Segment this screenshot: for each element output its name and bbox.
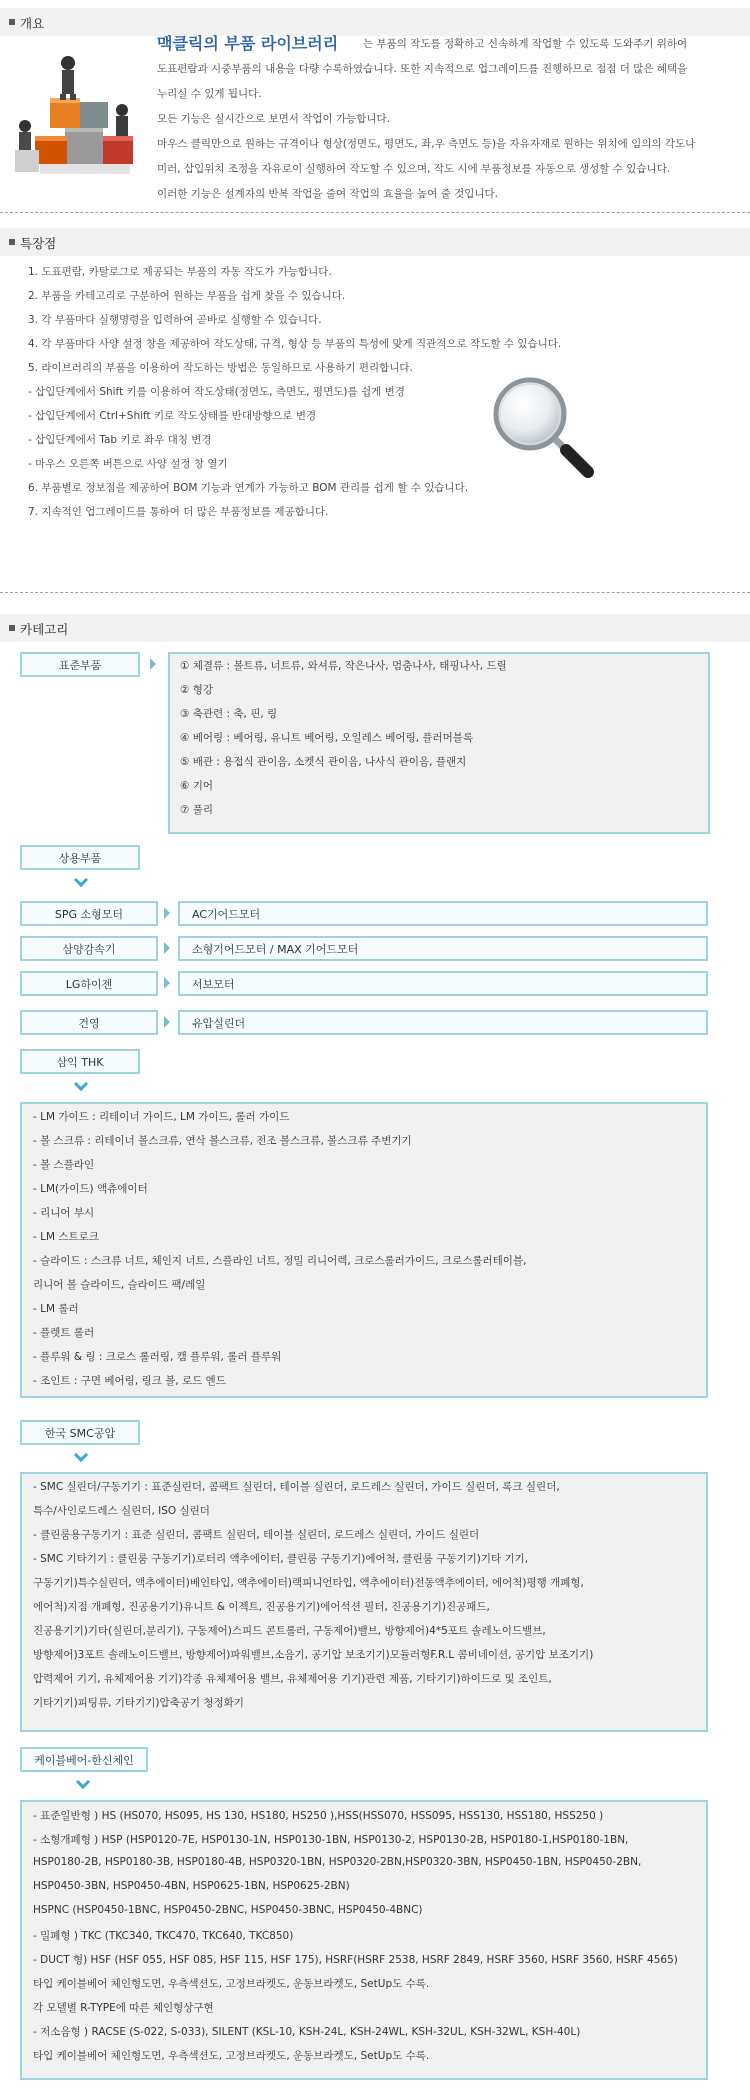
- overview-text-line: 모든 기능은 실시간으로 보면서 작업이 가능합니다.: [157, 113, 391, 125]
- thk-part-item[interactable]: - 리니어 부시: [33, 1207, 95, 1219]
- standard-part-item[interactable]: ⑥ 기어: [180, 780, 214, 792]
- bullet-square-icon: [9, 239, 15, 245]
- overview-text-line: 도표편람과 시중부품의 내용을 다량 수록하였습니다. 또한 지속적으로 업그레이드를 진행하므로 점점 더 많은 혜택을: [157, 63, 688, 75]
- maker-button-samyang[interactable]: 삼양감속기: [20, 936, 158, 961]
- maker-button-spg[interactable]: SPG 소형모터: [20, 901, 158, 926]
- smc-part-item[interactable]: 진공용기기)기타(실린더,분리기), 구동제어)스피드 콘트롤러, 구동제어)밸브, 방향제어)4*5포트 솔레노이드밸브,: [33, 1625, 546, 1637]
- feature-item: 1. 도표편람, 카탈로그로 제공되는 부품의 자동 작도가 가능합니다.: [28, 266, 332, 278]
- section-title: 개요: [20, 16, 45, 31]
- feature-sub-item: - 삽입단계에서 Shift 키를 이용하여 작도상태(정면도, 측면도, 평면도)를 쉽게 변경: [28, 386, 405, 398]
- bullet-square-icon: [9, 625, 15, 631]
- smc-part-item[interactable]: - 클린룸용구동기기 : 표준 실린더, 콤팩트 실린더, 테이블 실린더, 로드레스 실린더, 가이드 실린더: [33, 1529, 480, 1541]
- maker-button-lg[interactable]: LG하이젠: [20, 971, 158, 996]
- feature-item: 5. 라이브러리의 부품을 이용하여 작도하는 방법은 동일하므로 사용하기 편리합니다.: [28, 362, 413, 374]
- smc-part-item[interactable]: - SMC 실린더/구동기기 : 표준실린더, 콤팩트 실린더, 테이블 실린더, 로드레스 실린더, 가이드 실린더, 록크 실린더,: [33, 1481, 560, 1493]
- library-brand-title: 맥클릭의 부품 라이브러리: [157, 34, 339, 53]
- smc-part-item[interactable]: - SMC 기타기기 : 클린룸 구동기기)로터리 액추에이터, 클린룸 구동기기)에어척, 클린룸 구동기기)기타 기기,: [33, 1553, 529, 1565]
- smc-part-item[interactable]: 방향제어)3포트 솔레노이드밸브, 방향제어)파워밸브,소음기, 공기압 보조기기)모듈러형F.R.L 콤비네이션, 공기압 보조기기): [33, 1649, 594, 1661]
- smc-part-item[interactable]: 에어척)지점 개폐형, 진공용기기)유니트 & 이젝트, 진공용기기)에어석션 필터, 진공용기기)진공패드,: [33, 1601, 490, 1613]
- maker-button-thk[interactable]: 삼익 THK: [20, 1049, 140, 1074]
- standard-part-item[interactable]: ② 형강: [180, 684, 214, 696]
- arrow-right-icon: [164, 977, 170, 989]
- thk-part-item[interactable]: - 슬라이드 : 스크류 너트, 체인지 너트, 스플라인 너트, 정밀 리니어렉, 크로스롤러가이드, 크로스롤러테이블,: [33, 1255, 527, 1267]
- overview-text-line: 마우스 클릭만으로 원하는 규격이나 형상(정면도, 평면도, 좌,우 측면도 등)을 자유자재로 원하는 위치에 임의의 각도나: [157, 138, 696, 150]
- thk-part-item[interactable]: - LM 스트로크: [33, 1231, 99, 1243]
- maker-button-smc[interactable]: 한국 SMC공압: [20, 1420, 140, 1445]
- arrow-right-icon: [164, 1016, 170, 1028]
- overview-text-line: 는 부품의 작도를 정확하고 신속하게 작업할 수 있도록 도와주기 위하여: [363, 38, 688, 50]
- feature-sub-item: - 삽입단계에서 Ctrl+Shift 키로 작도상태를 반대방향으로 변경: [28, 410, 317, 422]
- category-standard-parts-button[interactable]: 표준부품: [20, 652, 140, 677]
- hanshin-part-item[interactable]: - 밀폐형 ) TKC (TKC340, TKC470, TKC640, TKC850): [33, 1930, 294, 1942]
- feature-item: 6. 부품별로 정보점을 제공하여 BOM 기능과 연계가 가능하고 BOM 관리를 쉽게 할 수 있습니다.: [28, 482, 469, 494]
- arrow-right-icon: [150, 658, 156, 670]
- section-title: 특장점: [20, 236, 57, 251]
- chevron-down-icon: [74, 873, 88, 887]
- hanshin-part-item[interactable]: 타입 케이블베어 체인형도면, 우측섹션도, 고정브라켓도, 운동브라켓도, SetUp도 수록.: [33, 1978, 430, 1990]
- maker-product-samyang[interactable]: 소형기어드모터 / MAX 기어드모터: [178, 936, 708, 961]
- thk-part-item[interactable]: - LM(가이드) 액츄에이터: [33, 1183, 148, 1195]
- magnifier-icon: [488, 372, 598, 482]
- thk-part-item[interactable]: - LM 가이드 : 리테이너 가이드, LM 가이드, 롤러 가이드: [33, 1111, 290, 1123]
- hanshin-part-item[interactable]: HSP0450-3BN, HSP0450-4BN, HSP0625-1BN, HSP0625-2BN): [33, 1880, 350, 1892]
- hanshin-part-item[interactable]: HSPNC (HSP0450-1BNC, HSP0450-2BNC, HSP0450-3BNC, HSP0450-4BNC): [33, 1904, 423, 1916]
- chevron-down-icon: [74, 1448, 88, 1462]
- feature-item: 2. 부품을 카테고리로 구분하여 원하는 부품을 쉽게 찾을 수 있습니다.: [28, 290, 346, 302]
- maker-button-kunyoung[interactable]: 건영: [20, 1010, 158, 1035]
- hanshin-part-item[interactable]: - 소형개폐형 ) HSP (HSP0120-7E, HSP0130-1N, HSP0130-1BN, HSP0130-2, HSP0130-2B, HSP0180-1,HSP0180-1BN,: [33, 1834, 629, 1846]
- overview-text-line: 이러한 기능은 설계자의 반복 작업을 줄여 작업의 효율을 높여 줄 것입니다.: [157, 188, 499, 200]
- feature-item: 7. 지속적인 업그레이드를 통하여 더 많은 부품정보를 제공합니다.: [28, 506, 329, 518]
- feature-item: 4. 각 부품마다 사양 설정 창을 제공하여 작도상태, 규격, 형상 등 부품의 특성에 맞게 직관적으로 작도할 수 있습니다.: [28, 338, 562, 350]
- thk-part-item[interactable]: - 플루워 & 링 : 크로스 롤러링, 캠 플루워, 롤러 플루워: [33, 1351, 282, 1363]
- standard-part-item[interactable]: ⑦ 풀리: [180, 804, 214, 816]
- standard-part-item[interactable]: ③ 축관련 : 축, 핀, 링: [180, 708, 278, 720]
- smc-part-item[interactable]: 구동기기)특수실린더, 액추에이터)베인타입, 액추에이터)랙피니언타입, 액추에이터)전동액추에이터, 에어척)평행 개폐형,: [33, 1577, 584, 1589]
- standard-part-item[interactable]: ④ 베어링 : 베어링, 유니트 베어링, 오일레스 베어링, 플러머블록: [180, 732, 474, 744]
- overview-section-header: [0, 8, 750, 36]
- bullet-square-icon: [9, 19, 15, 25]
- section-title: 카테고리: [20, 622, 69, 637]
- overview-text-line: 미러, 삽입위치 조정을 자유로이 실행하여 작도할 수 있으며, 작도 시에 부품정보를 자동으로 생성할 수 있습니다.: [157, 163, 671, 175]
- smc-part-item[interactable]: 압력제어 기기, 유체제어용 기기)각종 유체제어용 밸브, 유체제어용 기기)관련 제품, 기타기기)하이드로 및 조인트,: [33, 1673, 552, 1685]
- standard-part-item[interactable]: ① 체결류 : 볼트류, 너트류, 와셔류, 작은나사, 멈춤나사, 태핑나사, 드릴: [180, 660, 507, 672]
- section-divider: [0, 592, 750, 593]
- features-section-header: [0, 228, 750, 256]
- chevron-down-icon: [74, 1077, 88, 1091]
- thk-part-item[interactable]: - 볼 스크류 : 리테이너 볼스크류, 연삭 볼스크류, 전조 볼스크류, 볼스크류 주변기기: [33, 1135, 412, 1147]
- hanshin-part-item[interactable]: - 저소음형 ) RACSE (S-022, S-033), SILENT (KSL-10, KSH-24L, KSH-24WL, KSH-32UL, KSH-32WL, KSH-40L): [33, 2026, 581, 2038]
- arrow-right-icon: [164, 942, 170, 954]
- thk-part-item[interactable]: - LM 롤러: [33, 1303, 79, 1315]
- hanshin-part-item[interactable]: - 표준일반형 ) HS (HS070, HS095, HS 130, HS180, HS250 ),HSS(HSS070, HSS095, HSS130, HSS180, HSS250 ): [33, 1810, 604, 1822]
- feature-item: 3. 각 부품마다 실행명령을 입력하여 곧바로 실행할 수 있습니다.: [28, 314, 322, 326]
- thk-part-item[interactable]: - 볼 스플라인: [33, 1159, 95, 1171]
- stacked-blocks-illustration: [10, 38, 148, 188]
- standard-part-item[interactable]: ⑤ 배관 : 용접식 관이음, 소켓식 관이음, 나사식 관이음, 플랜지: [180, 756, 467, 768]
- thk-part-item[interactable]: - 플렛트 롤러: [33, 1327, 95, 1339]
- arrow-right-icon: [164, 907, 170, 919]
- maker-product-kunyoung[interactable]: 유압실린더: [178, 1010, 708, 1035]
- thk-part-item[interactable]: 리니어 볼 슬라이드, 슬라이드 팩/레일: [33, 1279, 206, 1291]
- hanshin-part-item[interactable]: 타입 케이블베어 체인형도면, 우측섹션도, 고정브라켓도, 운동브라켓도, SetUp도 수록.: [33, 2050, 430, 2062]
- section-divider: [0, 212, 750, 213]
- thk-part-item[interactable]: - 조인트 : 구면 베어링, 링크 볼, 로드 엔드: [33, 1375, 226, 1387]
- category-section-header: [0, 614, 750, 642]
- maker-button-hanshin[interactable]: 케이블베어-한신체인: [20, 1747, 148, 1772]
- category-commercial-parts-button[interactable]: 상용부품: [20, 845, 140, 870]
- hanshin-part-item[interactable]: - DUCT 형) HSF (HSF 055, HSF 085, HSF 115, HSF 175), HSRF(HSRF 2538, HSRF 2849, HSRF 3560, HSRF 3560, HSRF 4565): [33, 1954, 678, 1966]
- smc-part-item[interactable]: 특수/사인로드레스 실린더, ISO 실린더: [33, 1505, 210, 1517]
- hanshin-part-item[interactable]: 각 모델별 R-TYPE에 따른 체인형상구현: [33, 2002, 214, 2014]
- smc-part-item[interactable]: 기타기기)피팅류, 기타기기)압축공기 청정화기: [33, 1697, 244, 1709]
- feature-sub-item: - 삽입단계에서 Tab 키로 좌우 대칭 변경: [28, 434, 212, 446]
- chevron-down-icon: [76, 1775, 90, 1789]
- maker-product-lg[interactable]: 서보모터: [178, 971, 708, 996]
- overview-text-line: 누리실 수 있게 됩니다.: [157, 88, 262, 100]
- maker-product-spg[interactable]: AC기어드모터: [178, 901, 708, 926]
- hanshin-part-item[interactable]: HSP0180-2B, HSP0180-3B, HSP0180-4B, HSP0320-1BN, HSP0320-2BN,HSP0320-3BN, HSP0450-1BN, HSP0450-2BN,: [33, 1856, 642, 1868]
- feature-sub-item: - 마우스 오른쪽 버튼으로 사양 설정 창 열기: [28, 458, 228, 470]
